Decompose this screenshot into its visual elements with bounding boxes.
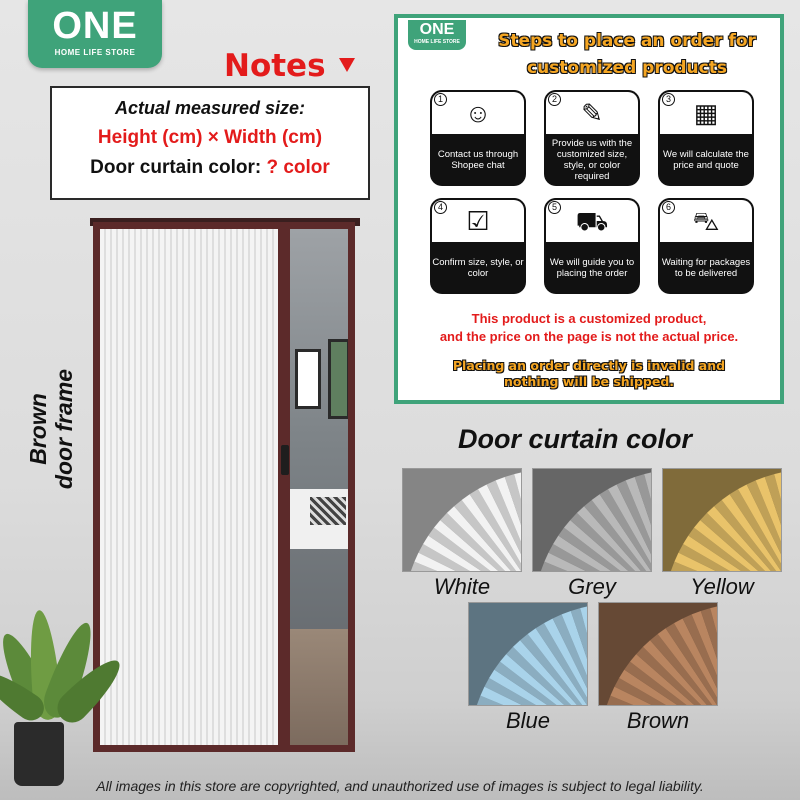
- swatch-label-yellow: Yellow: [690, 574, 754, 599]
- delivery-truck-icon: ⛍: [692, 206, 720, 236]
- store-logo: [28, 0, 162, 68]
- frame-label-line2: door frame: [51, 368, 77, 490]
- notes-line-measured: Actual measured size:: [114, 98, 306, 118]
- step-number: 3: [662, 93, 675, 106]
- swatch-grey[interactable]: [532, 468, 652, 572]
- notes-line-color: [52, 157, 368, 179]
- pillow: [310, 497, 346, 525]
- wall-poster: [295, 349, 321, 409]
- customized-product-warning: [398, 310, 780, 346]
- invalid-line1: Placing an order directly is invalid and: [452, 358, 726, 373]
- wall-picture: [328, 339, 348, 419]
- ruler-pencil-icon: ✎: [581, 98, 603, 128]
- notes-title: Notes: [224, 48, 326, 84]
- swatch-label-blue: Blue: [505, 708, 551, 733]
- step-number: 4: [434, 201, 447, 214]
- swatch-fan: [533, 469, 652, 572]
- notes-line-dimensions: Height (cm) × Width (cm): [97, 127, 323, 148]
- checklist-icon: ☑: [466, 206, 490, 236]
- swatch-yellow[interactable]: [662, 468, 782, 572]
- step-number: 1: [434, 93, 447, 106]
- notes-color-prefix: Door curtain color:: [90, 157, 262, 178]
- swatch-blue[interactable]: [468, 602, 588, 706]
- potted-plant: [0, 610, 160, 790]
- step-caption: Contact us through Shopee chat: [437, 149, 519, 171]
- plant-pot: [14, 722, 64, 786]
- panel-logo-tagline: HOME LIFE STORE: [414, 39, 460, 45]
- panel-logo: [408, 20, 466, 50]
- step-card-2: [544, 90, 640, 186]
- step-card-5: [544, 198, 640, 294]
- curtain-pull-bar: [278, 229, 290, 745]
- rug: [290, 629, 348, 745]
- swatch-fan: [469, 603, 588, 706]
- warning-line1: This product is a customized product,: [471, 311, 707, 326]
- steps-heading-line1: Steps to place an order for: [498, 31, 756, 51]
- down-triangle-icon: [339, 58, 355, 72]
- swatch-brown[interactable]: [598, 602, 718, 706]
- swatch-fan: [599, 603, 718, 706]
- calculator-icon: ▦: [693, 98, 719, 128]
- step-caption: We will calculate the price and quote: [663, 149, 749, 171]
- curtain-handle: [281, 445, 289, 475]
- step-number: 6: [662, 201, 675, 214]
- swatch-fan: [403, 469, 522, 572]
- warning-line2: and the price on the page is not the actual price.: [439, 329, 739, 344]
- step-card-4: [430, 198, 526, 294]
- swatch-label-brown: Brown: [626, 708, 690, 733]
- cart-icon: ⛟: [575, 206, 609, 236]
- step-number: 2: [548, 93, 561, 106]
- frame-label-line1: Brown: [25, 393, 51, 465]
- step-caption: Provide us with the customized size, style, or color required: [551, 138, 633, 182]
- step-caption: We will guide you to placing the order: [549, 257, 635, 279]
- invalid-line2: nothing will be shipped.: [503, 374, 675, 389]
- invalid-order-warning: [398, 358, 780, 390]
- steps-heading-line2: customized products: [527, 58, 727, 78]
- notes-box: [50, 86, 370, 200]
- panel-logo-brand: ONE: [419, 21, 455, 38]
- notes-color-value: ? color: [266, 157, 330, 178]
- order-steps-panel: [394, 14, 784, 404]
- frame-label: [16, 344, 86, 514]
- logo-brand: ONE: [52, 5, 138, 47]
- room-view: [290, 229, 348, 745]
- step-card-3: [658, 90, 754, 186]
- step-card-1: [430, 90, 526, 186]
- steps-heading: [482, 28, 772, 82]
- step-number: 5: [548, 201, 561, 214]
- swatch-fan: [663, 469, 782, 572]
- color-section-title: Door curtain color: [458, 424, 693, 454]
- swatch-label-grey: Grey: [568, 574, 616, 599]
- step-card-6: [658, 198, 754, 294]
- swatch-label-white: White: [433, 574, 491, 599]
- logo-tagline: HOME LIFE STORE: [54, 48, 136, 57]
- headset-icon: ☺: [464, 98, 492, 128]
- step-caption: Waiting for packages to be delivered: [661, 257, 751, 279]
- step-caption: Confirm size, style, or color: [432, 257, 524, 279]
- swatch-white[interactable]: [402, 468, 522, 572]
- copyright-footer: All images in this store are copyrighted, and unauthorized use of images is subject to legal liability.: [96, 778, 704, 794]
